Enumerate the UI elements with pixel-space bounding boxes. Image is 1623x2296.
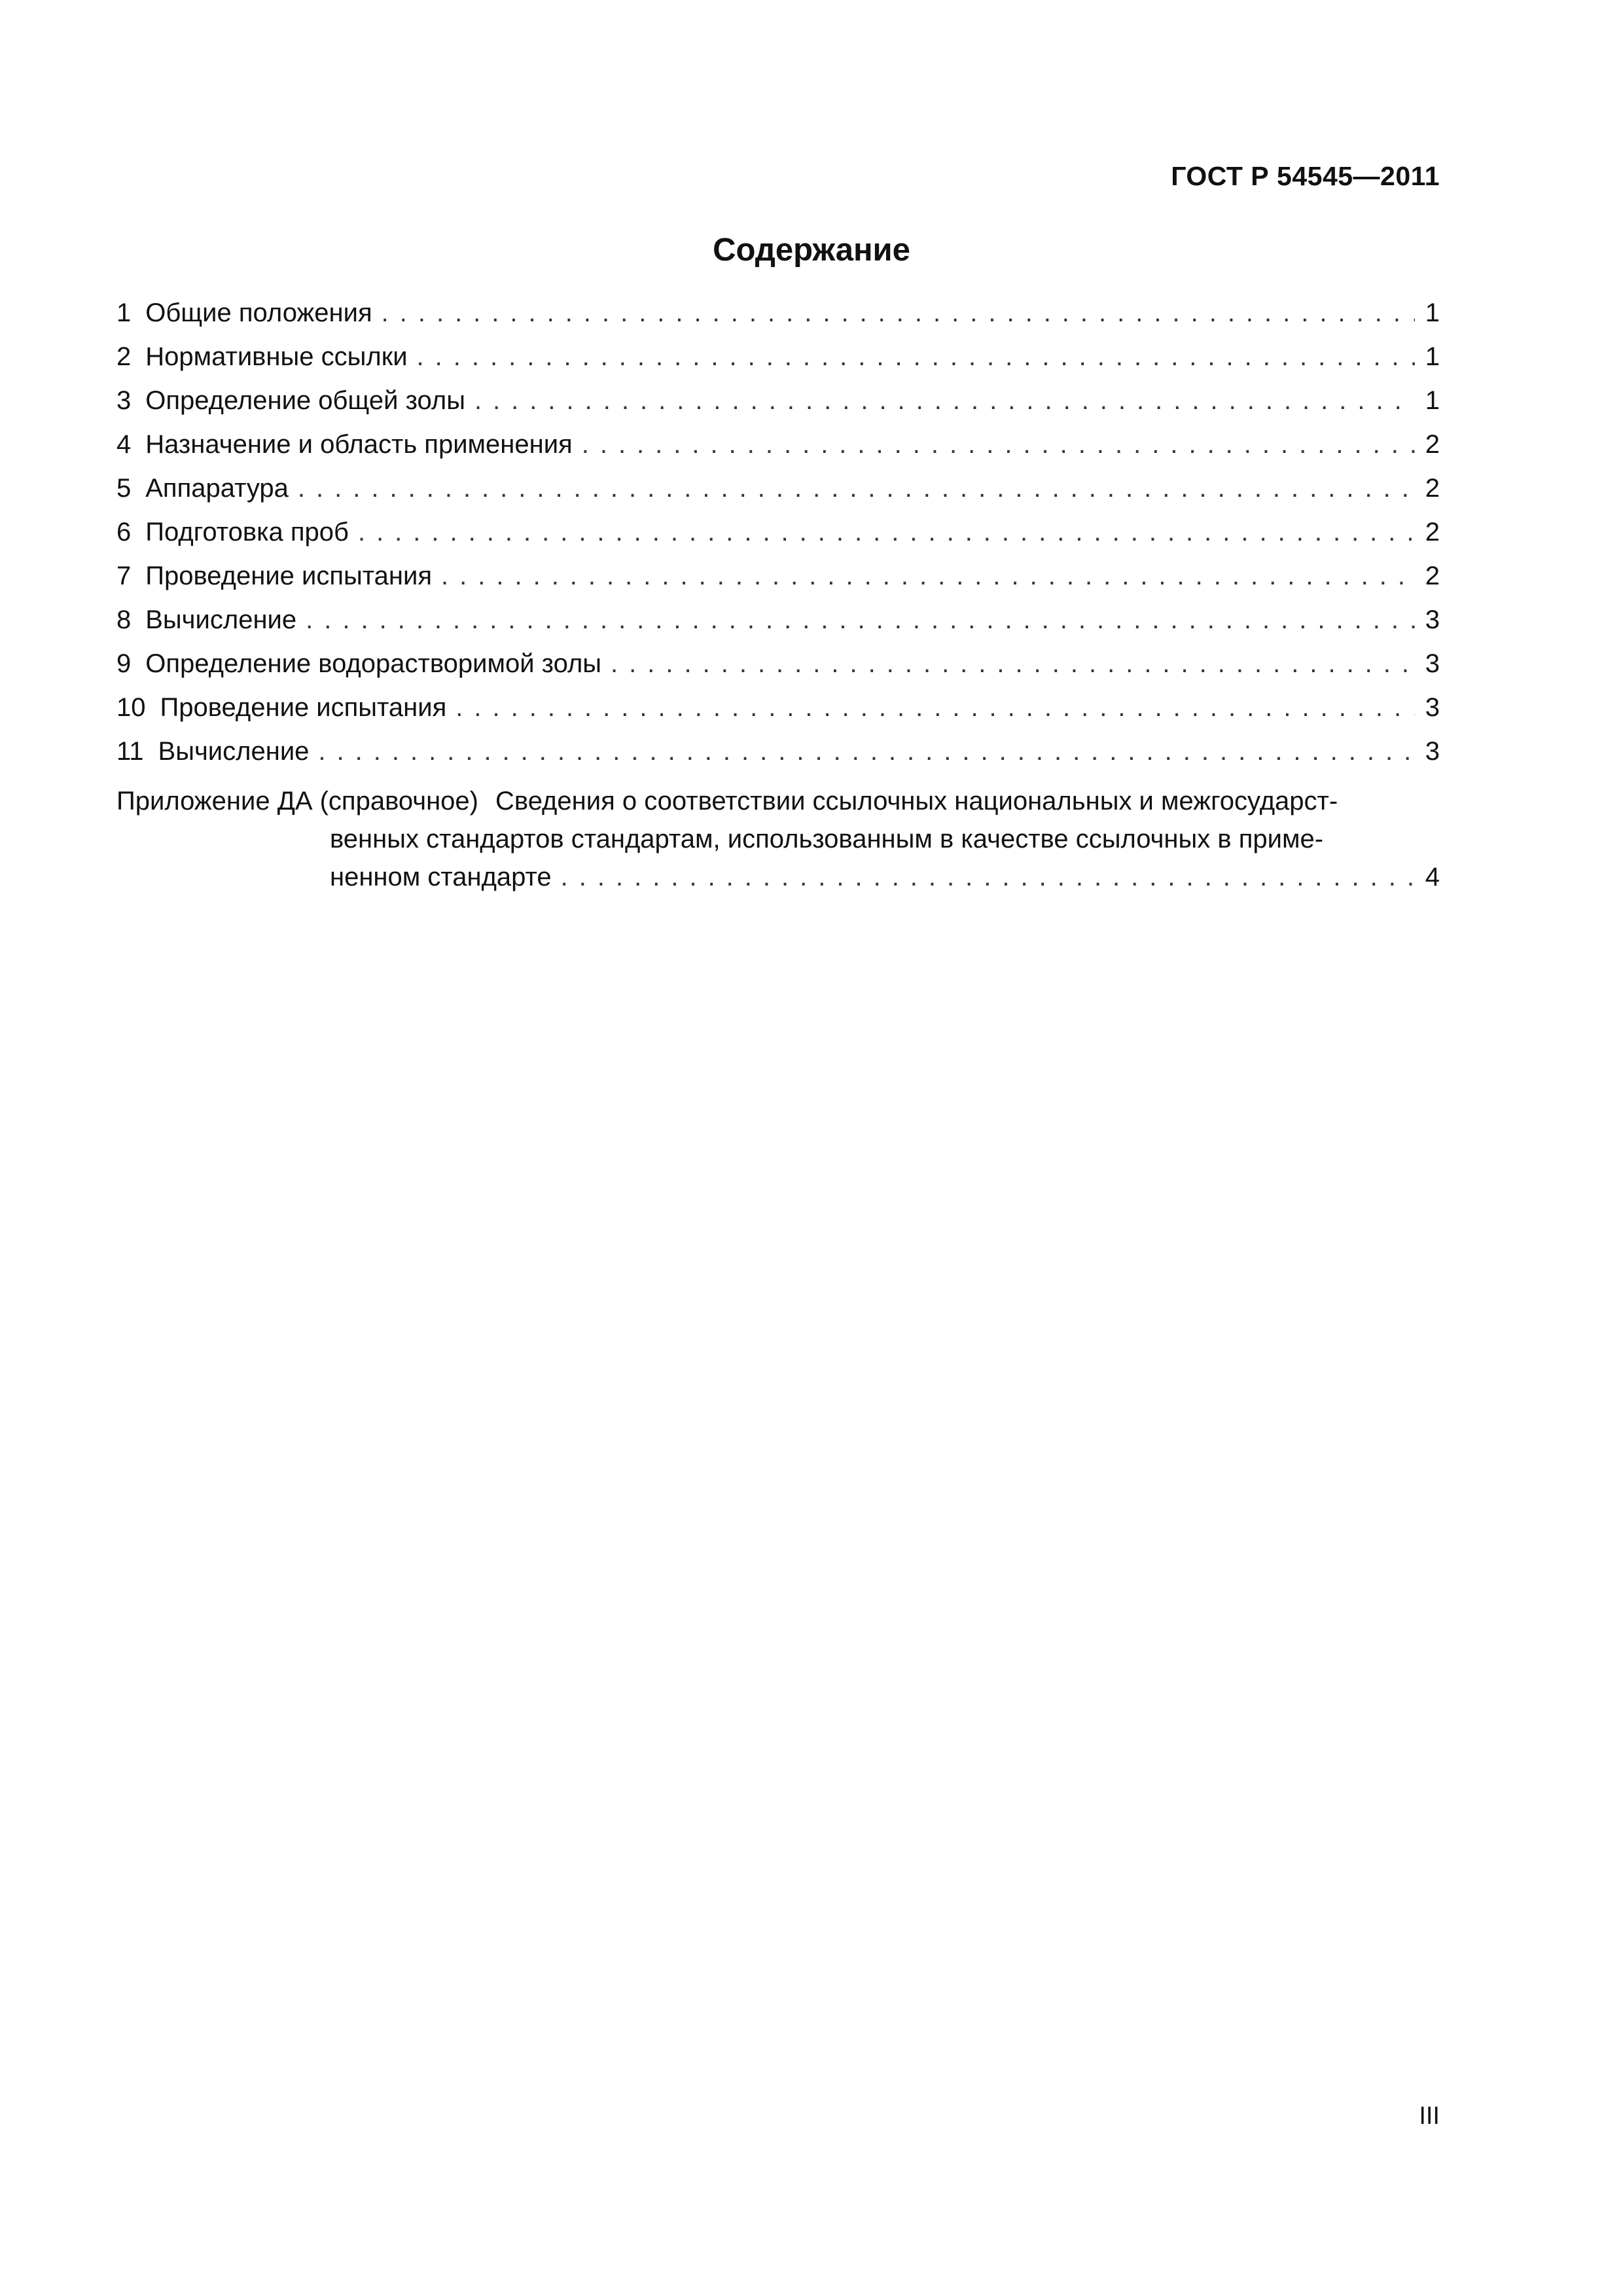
toc-item[interactable] (116, 693, 1440, 737)
leader-dots (582, 430, 1415, 459)
toc-item[interactable] (116, 430, 1440, 474)
toc-item[interactable] (116, 562, 1440, 605)
toc-item-number: 9 (116, 649, 132, 678)
toc-item-label: Проведение испытания (145, 562, 433, 590)
toc-item-label: Вычисление (158, 737, 310, 766)
annex-label: Приложение ДА (справочное) (116, 787, 478, 816)
leader-dots (306, 605, 1415, 635)
toc-item-number: 2 (116, 342, 132, 371)
leader-dots (611, 649, 1415, 679)
leader-dots (318, 737, 1415, 766)
toc-title: Содержание (713, 232, 910, 268)
toc-item-label: Общие положения (145, 298, 372, 327)
toc-item-label: Проведение испытания (160, 693, 447, 722)
leader-dots (474, 386, 1415, 416)
toc-item-number: 7 (116, 562, 132, 590)
leader-dots (561, 858, 1415, 896)
toc-item-page: 3 (1425, 649, 1440, 678)
toc-item-page: 3 (1425, 737, 1440, 766)
toc-item-page: 1 (1425, 298, 1440, 327)
toc-item[interactable] (116, 737, 1440, 781)
toc-item-page: 2 (1425, 562, 1440, 590)
toc-item[interactable] (116, 605, 1440, 649)
leader-dots (382, 298, 1415, 328)
toc-item[interactable] (116, 342, 1440, 386)
annex-title-line: ненном стандарте (330, 863, 552, 891)
leader-dots (441, 562, 1415, 591)
leader-dots (298, 474, 1415, 503)
document-code: ГОСТ Р 54545—2011 (1171, 161, 1440, 191)
toc-item-number: 3 (116, 386, 132, 415)
toc-annex-item[interactable] (116, 782, 1440, 896)
toc-item-number: 8 (116, 605, 132, 634)
toc-item-page: 1 (1425, 342, 1440, 371)
toc-item-page: 1 (1425, 386, 1440, 415)
toc-item-label: Вычисление (145, 605, 297, 634)
toc-item-label: Подготовка проб (145, 518, 349, 547)
annex-title-line: венных стандартов стандартам, использованным в качестве ссылочных в приме- (330, 825, 1324, 853)
toc-item-label: Определение водорастворимой золы (145, 649, 602, 678)
toc-item[interactable] (116, 518, 1440, 562)
toc-item-page: 2 (1425, 430, 1440, 459)
toc-item-label: Определение общей золы (145, 386, 465, 415)
toc-item-page: 2 (1425, 518, 1440, 547)
toc-item-number: 4 (116, 430, 132, 459)
toc-item[interactable] (116, 474, 1440, 518)
toc-item-page: 3 (1425, 693, 1440, 722)
toc-item-label: Аппаратура (145, 474, 289, 503)
toc-item-page: 3 (1425, 605, 1440, 634)
leader-dots (455, 693, 1415, 723)
toc-item-number: 5 (116, 474, 132, 503)
toc-item-number: 11 (116, 737, 144, 766)
toc-item[interactable] (116, 649, 1440, 693)
leader-dots (417, 342, 1415, 372)
toc-item-number: 10 (116, 693, 146, 722)
toc-item-page: 4 (1425, 863, 1440, 891)
toc-item-page: 2 (1425, 474, 1440, 503)
table-of-contents (116, 298, 1440, 896)
toc-item[interactable] (116, 298, 1440, 342)
annex-title-line: Сведения о соответствии ссылочных национальных и межгосударст- (495, 787, 1338, 816)
toc-item-label: Нормативные ссылки (145, 342, 408, 371)
toc-item-label: Назначение и область применения (145, 430, 573, 459)
toc-item[interactable] (116, 386, 1440, 430)
page-number: III (1419, 2102, 1440, 2130)
leader-dots (358, 518, 1415, 547)
toc-item-number: 6 (116, 518, 132, 547)
toc-item-number: 1 (116, 298, 132, 327)
